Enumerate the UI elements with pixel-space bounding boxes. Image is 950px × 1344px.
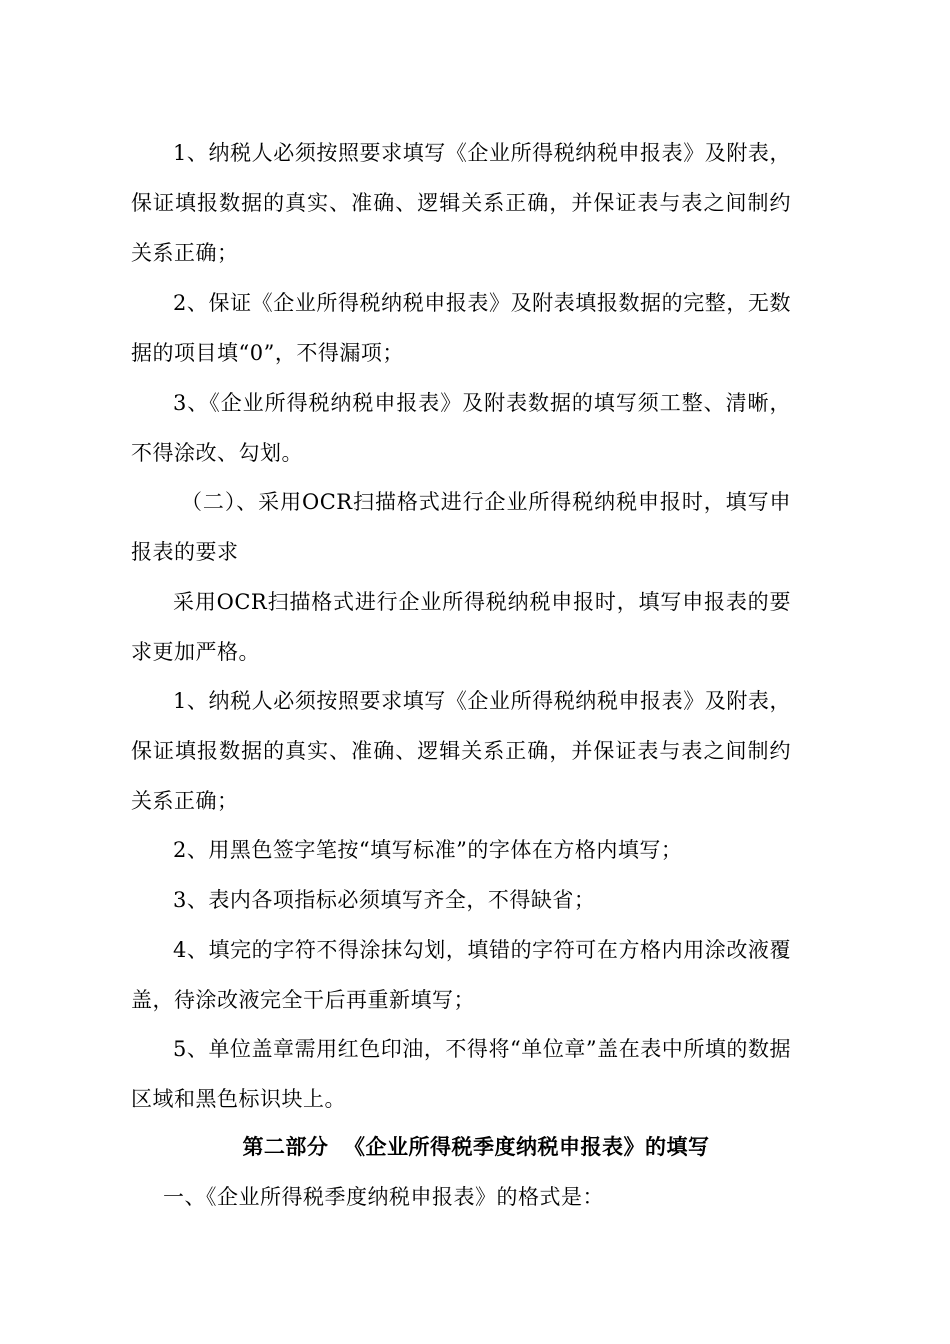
paragraph-6: 1、纳税人必须按照要求填写《企业所得税纳税申报表》及附表，保证填报数据的真实、准确、逻辑关系正确，并保证表与表之间制约关系正确； xyxy=(131,689,791,813)
format-line: 一、《企业所得税季度纳税申报表》的格式是： xyxy=(163,1185,604,1209)
paragraph-3: 3、《企业所得税纳税申报表》及附表数据的填写须工整、清晰，不得涂改、勾划。 xyxy=(131,391,791,465)
paragraph-9: 4、填完的字符不得涂抹勾划，填错的字符可在方格内用涂改液覆盖，待涂改液完全干后再重新填写； xyxy=(131,938,791,1012)
section-heading: 第二部分 《企业所得税季度纳税申报表》的填写 xyxy=(242,1134,710,1159)
paragraph-7: 2、用黑色签字笔按“填写标准”的字体在方格内填写； xyxy=(173,838,683,862)
paragraph-5: 采用OCR扫描格式进行企业所得税纳税申报时，填写申报表的要求更加严格。 xyxy=(131,590,791,664)
paragraph-1: 1、纳税人必须按照要求填写《企业所得税纳税申报表》及附表，保证填报数据的真实、准确、逻辑关系正确，并保证表与表之间制约关系正确； xyxy=(131,141,791,265)
paragraph-10: 5、单位盖章需用红色印油，不得将“单位章”盖在表中所填的数据区域和黑色标识块上。 xyxy=(131,1037,791,1111)
paragraph-2: 2、保证《企业所得税纳税申报表》及附表填报数据的完整，无数据的项目填“0”，不得漏项； xyxy=(131,291,791,365)
paragraph-8: 3、表内各项指标必须填写齐全，不得缺省； xyxy=(173,888,596,912)
subsection-heading: （二）、采用OCR扫描格式进行企业所得税纳税申报时，填写申报表的要求 xyxy=(131,490,791,564)
